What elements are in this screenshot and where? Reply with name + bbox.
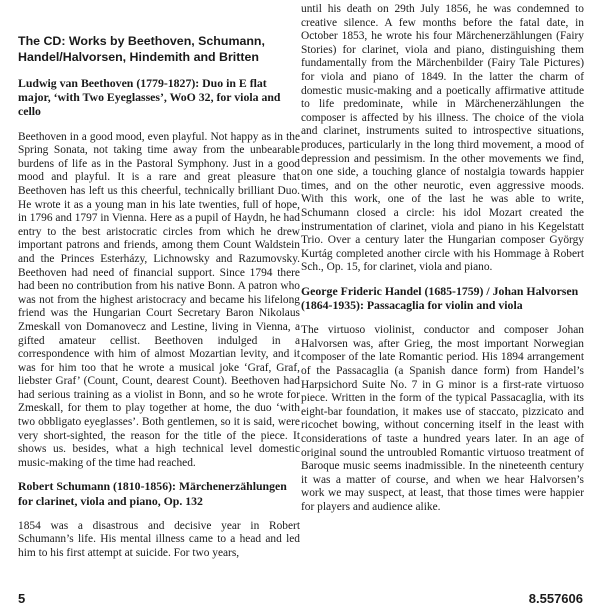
schumann-paragraph-start: 1854 was a disastrous and decisive year in Robert Schumann’s life. His mental illness came to a head and led him to his first attempt at suicide. For two years, bbox=[18, 519, 300, 560]
schumann-heading: Robert Schumann (1810-1856): Märchenerzählungen for clarinet, viola and piano, Op. 132 bbox=[18, 479, 287, 508]
beethoven-heading: Ludwig van Beethoven (1779-1827): Duo in E flat major, ‘with Two Eyeglasses’, WoO 32, for viola and cello bbox=[18, 76, 281, 119]
page-number: 5 bbox=[18, 591, 26, 606]
beethoven-paragraph: Beethoven in a good mood, even playful. Not happy as in the Spring Sonata, not taking time away from the unbearable burdens of life as in the Pastoral Symphony. Just in a good mood and playful. It is a rare and great pleasure that Beethoven has left us this cheerful, technically brilliant Duo. He wrote it as a young man in his late twenties, full of hope, in 1796 and 1797 in Vienna. Here as a pupil of Haydn, he had entry to the best aristocratic circles from which he drew important patrons and friends, among them Count Waldstein and the Princes Esterházy, Lichnowsky and Razumovsky. Beethoven had need of financial support. Since 1794 there had been no contribution from his native Bonn. A patron who was not from the highest aristocracy and became his lifelong friend was the Hungarian Court Secretary Baron Nikolaus Zmeskall von Domanovecz and Lestine, living in Vienna, a gifted amateur cellist. Beethoven indulged in a correspondence with him of almost Mozartian levity, and it was for him too that he wrote a musical joke ‘Graf, Graf, liebster Graf’ (Count, Count, dearest Count). Beethoven had had serious training as a violist in Bonn, and so he wrote for Zmeskall, for them to play together at home, the duo ‘with two obbligato eyeglasses’. Both gentlemen, so it is said, were very short-sighted, the reason for the title of the piece. It shows us. besides, what a high technical level domestic music-making of the time had reached. bbox=[18, 130, 300, 469]
catalog-number: 8.557606 bbox=[528, 591, 583, 606]
schumann-paragraph-end: until his death on 29th July 1856, he was condemned to creative silence. A few months before the fatal date, in October 1853, he wrote his four Märchenerzählungen (Fairy Stories) for clarinet, viola and piano, distinguishing them fundamentally from the Märchenbilder (Fairy Tale Pictures) for viola and piano of 1849. In the latter the charm of domestic music-making and a poetically affirmative attitude to life predominate, while in Märchenerzählungen the composer is affected by his illness. The choice of the viola and clarinet, instruments suited to introspective situations, produces, particularly in the long third movement, a mood of depression and pessimism. In the other movements we find, on one side, a touching glance of nostalgia towards happier times, and on the other neurotic, even aggressive moods. With this work, one of the last he was able to write, Schumann closed a circle: his idol Mozart created the instrumentation of clarinet, viola and piano in his Kegelstatt Trio. Over a century later the Hungarian composer György Kurtág completed another circle with his Hommage à Robert Sch., Op. 15, for clarinet, viola and piano. bbox=[301, 3, 584, 274]
handel-halvorsen-heading: George Frideric Handel (1685-1759) / Johan Halvorsen (1864-1935): Passacaglia for violin and viola bbox=[301, 283, 579, 313]
left-column bbox=[18, 34, 300, 561]
section-heading-the-cd: The CD: Works by Beethoven, Schumann, Handel/Halvorsen, Hindemith and Britten bbox=[18, 34, 265, 64]
right-column bbox=[301, 3, 584, 515]
handel-halvorsen-paragraph: The virtuoso violinist, conductor and composer Johan Halvorsen was, after Grieg, the most important Norwegian composer of the late Romantic period. His 1894 arrangement of the Passacaglia (a Spanish dance form) from Handel’s Harpsichord Suite No. 7 in G minor is a first-rate virtuoso piece. Written in the form of the typical Passacaglia, with its eight-bar foundation, it makes use of staccato, pizzicato and ricochet bowing, without concerning itself in the least with considerations of taste a hundred years later. In an age of original sound the untroubled Romantic virtuoso treatment of Baroque music seems inadmissible. In the nineteenth century it was a matter of course, and when we hear Halvorsen’s work we may suspect, at least, that those times were happier for players and audience alike. bbox=[301, 324, 584, 513]
